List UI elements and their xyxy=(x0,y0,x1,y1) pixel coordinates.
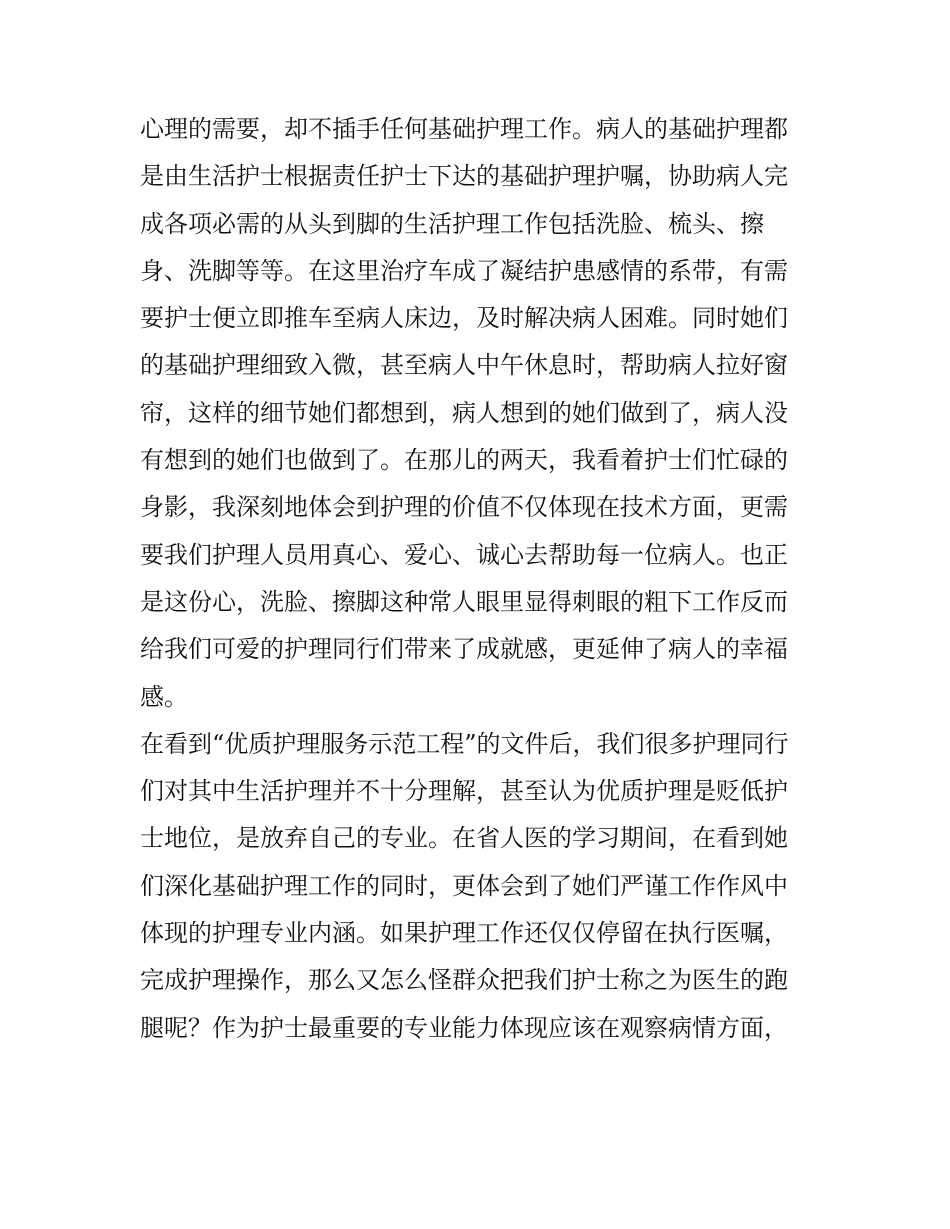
text-line-9: 身影，我深刻地体会到护理的价值不仅体现在技术方面，更需 xyxy=(140,493,788,522)
text-line-5: 要护士便立即推车至病人床边，及时解决病人困难。同时她们 xyxy=(140,304,788,333)
text-line-18: 体现的护理专业内涵。如果护理工作还仅仅停留在执行医嘱， xyxy=(140,919,788,948)
text-line-14: 在看到“优质护理服务示范工程”的文件后，我们很多护理同行 xyxy=(140,729,789,758)
text-line-1: 心理的需要，却不插手任何基础护理工作。病人的基础护理都 xyxy=(140,115,788,143)
text-line-12: 给我们可爱的护理同行们带来了成就感，更延伸了病人的幸福 xyxy=(140,635,788,664)
text-line-6: 的基础护理细致入微，甚至病人中午休息时，帮助病人拉好窗 xyxy=(140,351,788,380)
text-line-2: 是由生活护士根据责任护士下达的基础护理护嘱，协助病人完 xyxy=(140,162,788,191)
body-text xyxy=(140,106,820,1052)
text-line-17: 们深化基础护理工作的同时，更体会到了她们严谨工作作风中 xyxy=(140,871,788,900)
text-line-3: 成各项必需的从头到脚的生活护理工作包括洗脸、梳头、擦 xyxy=(140,209,764,238)
text-line-7: 帘，这样的细节她们都想到，病人想到的她们做到了，病人没 xyxy=(140,398,788,427)
text-line-20: 腿呢？作为护士最重要的专业能力体现应该在观察病情方面， xyxy=(140,1013,788,1042)
text-line-15: 们对其中生活护理并不十分理解，甚至认为优质护理是贬低护 xyxy=(140,777,788,806)
text-line-13: 感。 xyxy=(140,682,188,711)
text-line-4: 身、洗脚等等。在这里治疗车成了凝结护患感情的系带，有需 xyxy=(140,256,788,285)
text-line-19: 完成护理操作，那么又怎么怪群众把我们护士称之为医生的跑 xyxy=(140,966,788,995)
text-line-10: 要我们护理人员用真心、爱心、诚心去帮助每一位病人。也正 xyxy=(140,540,788,569)
text-line-16: 士地位，是放弃自己的专业。在省人医的学习期间，在看到她 xyxy=(140,824,788,853)
text-line-11: 是这份心，洗脸、擦脚这种常人眼里显得刺眼的粗下工作反而 xyxy=(140,587,788,616)
text-line-8: 有想到的她们也做到了。在那儿的两天，我看着护士们忙碌的 xyxy=(140,446,788,475)
